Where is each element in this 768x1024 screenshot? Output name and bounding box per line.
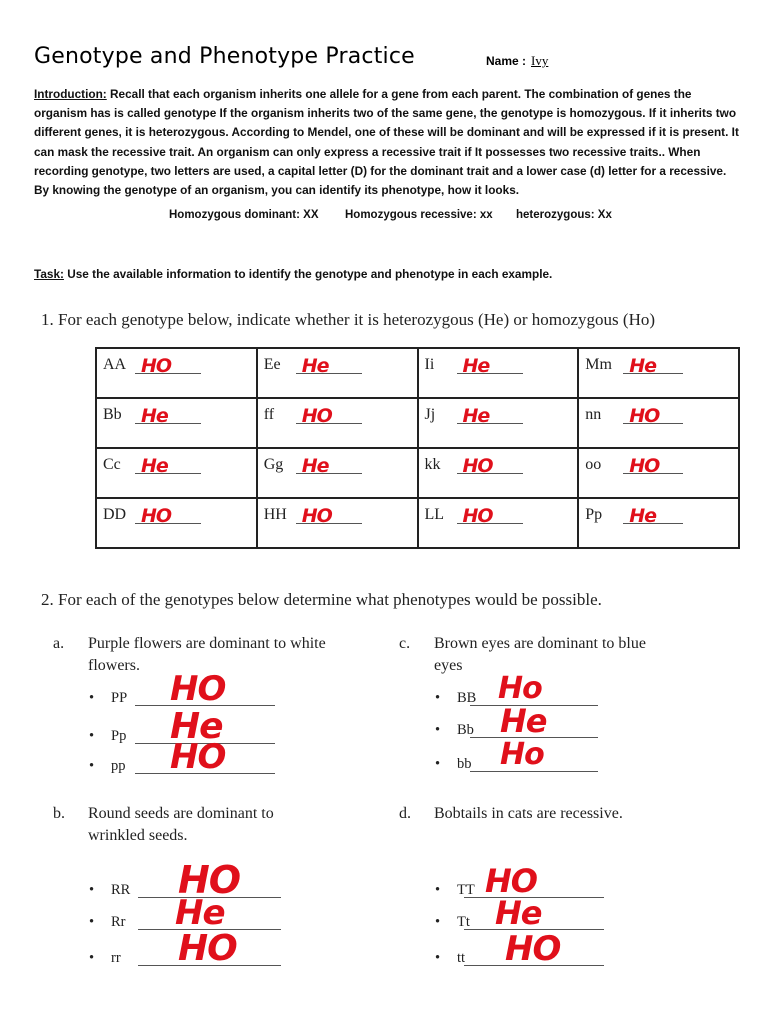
bullet-icon: • xyxy=(435,914,441,930)
subquestion-text-cont: wrinkled seeds. xyxy=(88,827,188,844)
handwritten-answer: Ho xyxy=(498,671,542,707)
bullet-icon: • xyxy=(435,690,441,706)
genotype-label: TT xyxy=(457,882,475,898)
handwritten-answer: HO xyxy=(505,928,561,969)
genotype-label: LL xyxy=(424,506,445,523)
genotype-cell xyxy=(96,348,257,398)
genotype-label: Cc xyxy=(103,456,121,473)
handwritten-answer: HO xyxy=(629,405,660,427)
genotype-item xyxy=(435,722,474,739)
handwritten-answer: He xyxy=(141,455,168,477)
genotype-label: Jj xyxy=(424,406,436,423)
handwritten-answer: He xyxy=(301,455,329,477)
zygosity-homo-recessive: Homozygous recessive: xx xyxy=(345,209,493,221)
genotype-cell xyxy=(418,498,579,548)
name-label: Name : xyxy=(486,54,527,68)
bullet-icon: • xyxy=(89,882,95,898)
genotype-label: Rr xyxy=(111,914,126,930)
handwritten-answer: HO xyxy=(141,505,172,527)
genotype-label: BB xyxy=(457,690,477,706)
genotype-label: PP xyxy=(111,690,128,706)
handwritten-answer: He xyxy=(495,894,542,933)
question-1-prompt: 1. For each genotype below, indicate whether it is heterozygous (He) or homozygous (Ho) xyxy=(41,310,656,329)
handwritten-answer: HO xyxy=(629,455,660,477)
question-2-prompt: 2. For each of the genotypes below determine what phenotypes would be possible. xyxy=(41,590,602,609)
genotype-table xyxy=(95,347,740,549)
genotype-cell xyxy=(418,348,579,398)
handwritten-answer: He xyxy=(462,355,490,377)
genotype-label: Tt xyxy=(457,914,470,930)
genotype-item xyxy=(435,950,465,967)
genotype-label: Mm xyxy=(585,356,612,373)
handwritten-answer: He xyxy=(141,405,168,427)
genotype-label: HH xyxy=(263,506,287,523)
genotype-cell xyxy=(418,398,579,448)
subquestion-label: c. xyxy=(399,635,411,652)
genotype-label: Bb xyxy=(457,722,474,738)
genotype-cell xyxy=(257,348,418,398)
bullet-icon: • xyxy=(435,756,441,772)
genotype-label: Pp xyxy=(111,728,127,744)
genotype-cell xyxy=(418,448,579,498)
handwritten-answer: He xyxy=(301,355,329,377)
genotype-label: kk xyxy=(424,456,441,473)
task-text: Use the available information to identify the genotype and phenotype in each example. xyxy=(63,267,553,281)
genotype-label: Ee xyxy=(263,356,281,373)
genotype-item xyxy=(89,914,126,931)
genotype-cell xyxy=(578,448,739,498)
bullet-icon: • xyxy=(89,950,95,966)
subquestion-text: Round seeds are dominant to xyxy=(88,805,274,822)
subquestion-label: b. xyxy=(53,805,65,822)
genotype-cell xyxy=(578,348,739,398)
genotype-label: nn xyxy=(585,406,602,423)
subquestion-text: Brown eyes are dominant to blue xyxy=(434,635,646,652)
handwritten-answer: Ho xyxy=(500,737,544,773)
genotype-label: AA xyxy=(103,356,127,373)
page-title: Genotype and Phenotype Practice xyxy=(34,44,415,69)
subquestion-text: Bobtails in cats are recessive. xyxy=(434,805,623,822)
genotype-cell xyxy=(257,448,418,498)
handwritten-answer: HO xyxy=(301,405,332,427)
bullet-icon: • xyxy=(435,950,441,966)
subquestion-text-cont: eyes xyxy=(434,657,463,674)
genotype-item xyxy=(435,756,472,773)
genotype-label: DD xyxy=(103,506,127,523)
genotype-label: Bb xyxy=(103,406,122,423)
genotype-label: oo xyxy=(585,456,602,473)
bullet-icon: • xyxy=(89,758,95,774)
introduction-paragraph xyxy=(34,85,744,200)
subquestion-label: a. xyxy=(53,635,65,652)
table-row xyxy=(96,498,739,548)
genotype-label: Pp xyxy=(585,506,603,523)
handwritten-answer: He xyxy=(629,505,657,527)
handwritten-answer: HO xyxy=(170,668,226,709)
genotype-cell xyxy=(257,498,418,548)
table-row xyxy=(96,348,739,398)
handwritten-answer: HO xyxy=(301,505,332,527)
handwritten-answer: HO xyxy=(178,858,241,903)
handwritten-answer: HO xyxy=(485,862,537,901)
table-row xyxy=(96,398,739,448)
handwritten-answer: He xyxy=(500,702,547,741)
handwritten-answer: He xyxy=(170,705,223,747)
genotype-label: rr xyxy=(111,950,121,966)
genotype-cell xyxy=(96,448,257,498)
genotype-item xyxy=(89,950,121,967)
handwritten-answer: He xyxy=(629,355,657,377)
name-value: Ivy xyxy=(531,53,549,68)
handwritten-answer: HO xyxy=(170,736,226,777)
genotype-cell xyxy=(257,398,418,448)
genotype-item xyxy=(89,690,127,707)
zygosity-homo-dominant: Homozygous dominant: XX xyxy=(169,209,319,221)
genotype-item xyxy=(89,882,130,899)
task-paragraph xyxy=(34,267,744,281)
handwritten-answer: HO xyxy=(462,455,493,477)
genotype-label: pp xyxy=(111,758,126,774)
genotype-cell xyxy=(578,398,739,448)
genotype-cell xyxy=(96,398,257,448)
genotype-label: ff xyxy=(263,406,275,423)
intro-text: Recall that each organism inherits one allele for a gene from each parent. The combination of genes the organism has is called genotype If the organism inherits two of the same gene, the genotype is homozygous. If it inherits two different genes, it is heterozygous. According to Mendel, one of these will be dominant and will be expressed if it is present. It can mask the recessive trait. An organism can only express a recessive trait if It possesses two recessive traits.. When recording genotype, two letters are used, a capital letter (D) for the dominant trait and a lower case (d) letter for a recessive. By knowing the genotype of an organism, you can identify its phenotype, how it looks. xyxy=(34,87,739,198)
handwritten-answer: HO xyxy=(178,927,237,969)
genotype-label: bb xyxy=(457,756,472,772)
subquestion-label: d. xyxy=(399,805,411,822)
table-row xyxy=(96,448,739,498)
bullet-icon: • xyxy=(435,882,441,898)
task-heading: Task: xyxy=(34,267,64,281)
bullet-icon: • xyxy=(89,690,95,706)
genotype-label: Ii xyxy=(424,356,435,373)
subquestion-text-cont: flowers. xyxy=(88,657,140,674)
genotype-label: Gg xyxy=(263,456,284,473)
intro-heading: Introduction: xyxy=(34,87,107,101)
genotype-item xyxy=(89,728,126,745)
handwritten-answer: He xyxy=(462,405,490,427)
genotype-label: tt xyxy=(457,950,466,966)
genotype-item xyxy=(89,758,126,775)
subquestion-text: Purple flowers are dominant to white xyxy=(88,635,326,652)
handwritten-answer: HO xyxy=(141,355,172,377)
genotype-cell xyxy=(96,498,257,548)
bullet-icon: • xyxy=(89,728,95,744)
genotype-label: RR xyxy=(111,882,131,898)
bullet-icon: • xyxy=(89,914,95,930)
handwritten-answer: He xyxy=(175,892,225,933)
bullet-icon: • xyxy=(435,722,441,738)
zygosity-hetero: heterozygous: Xx xyxy=(516,209,612,221)
handwritten-answer: HO xyxy=(462,505,493,527)
genotype-cell xyxy=(578,498,739,548)
